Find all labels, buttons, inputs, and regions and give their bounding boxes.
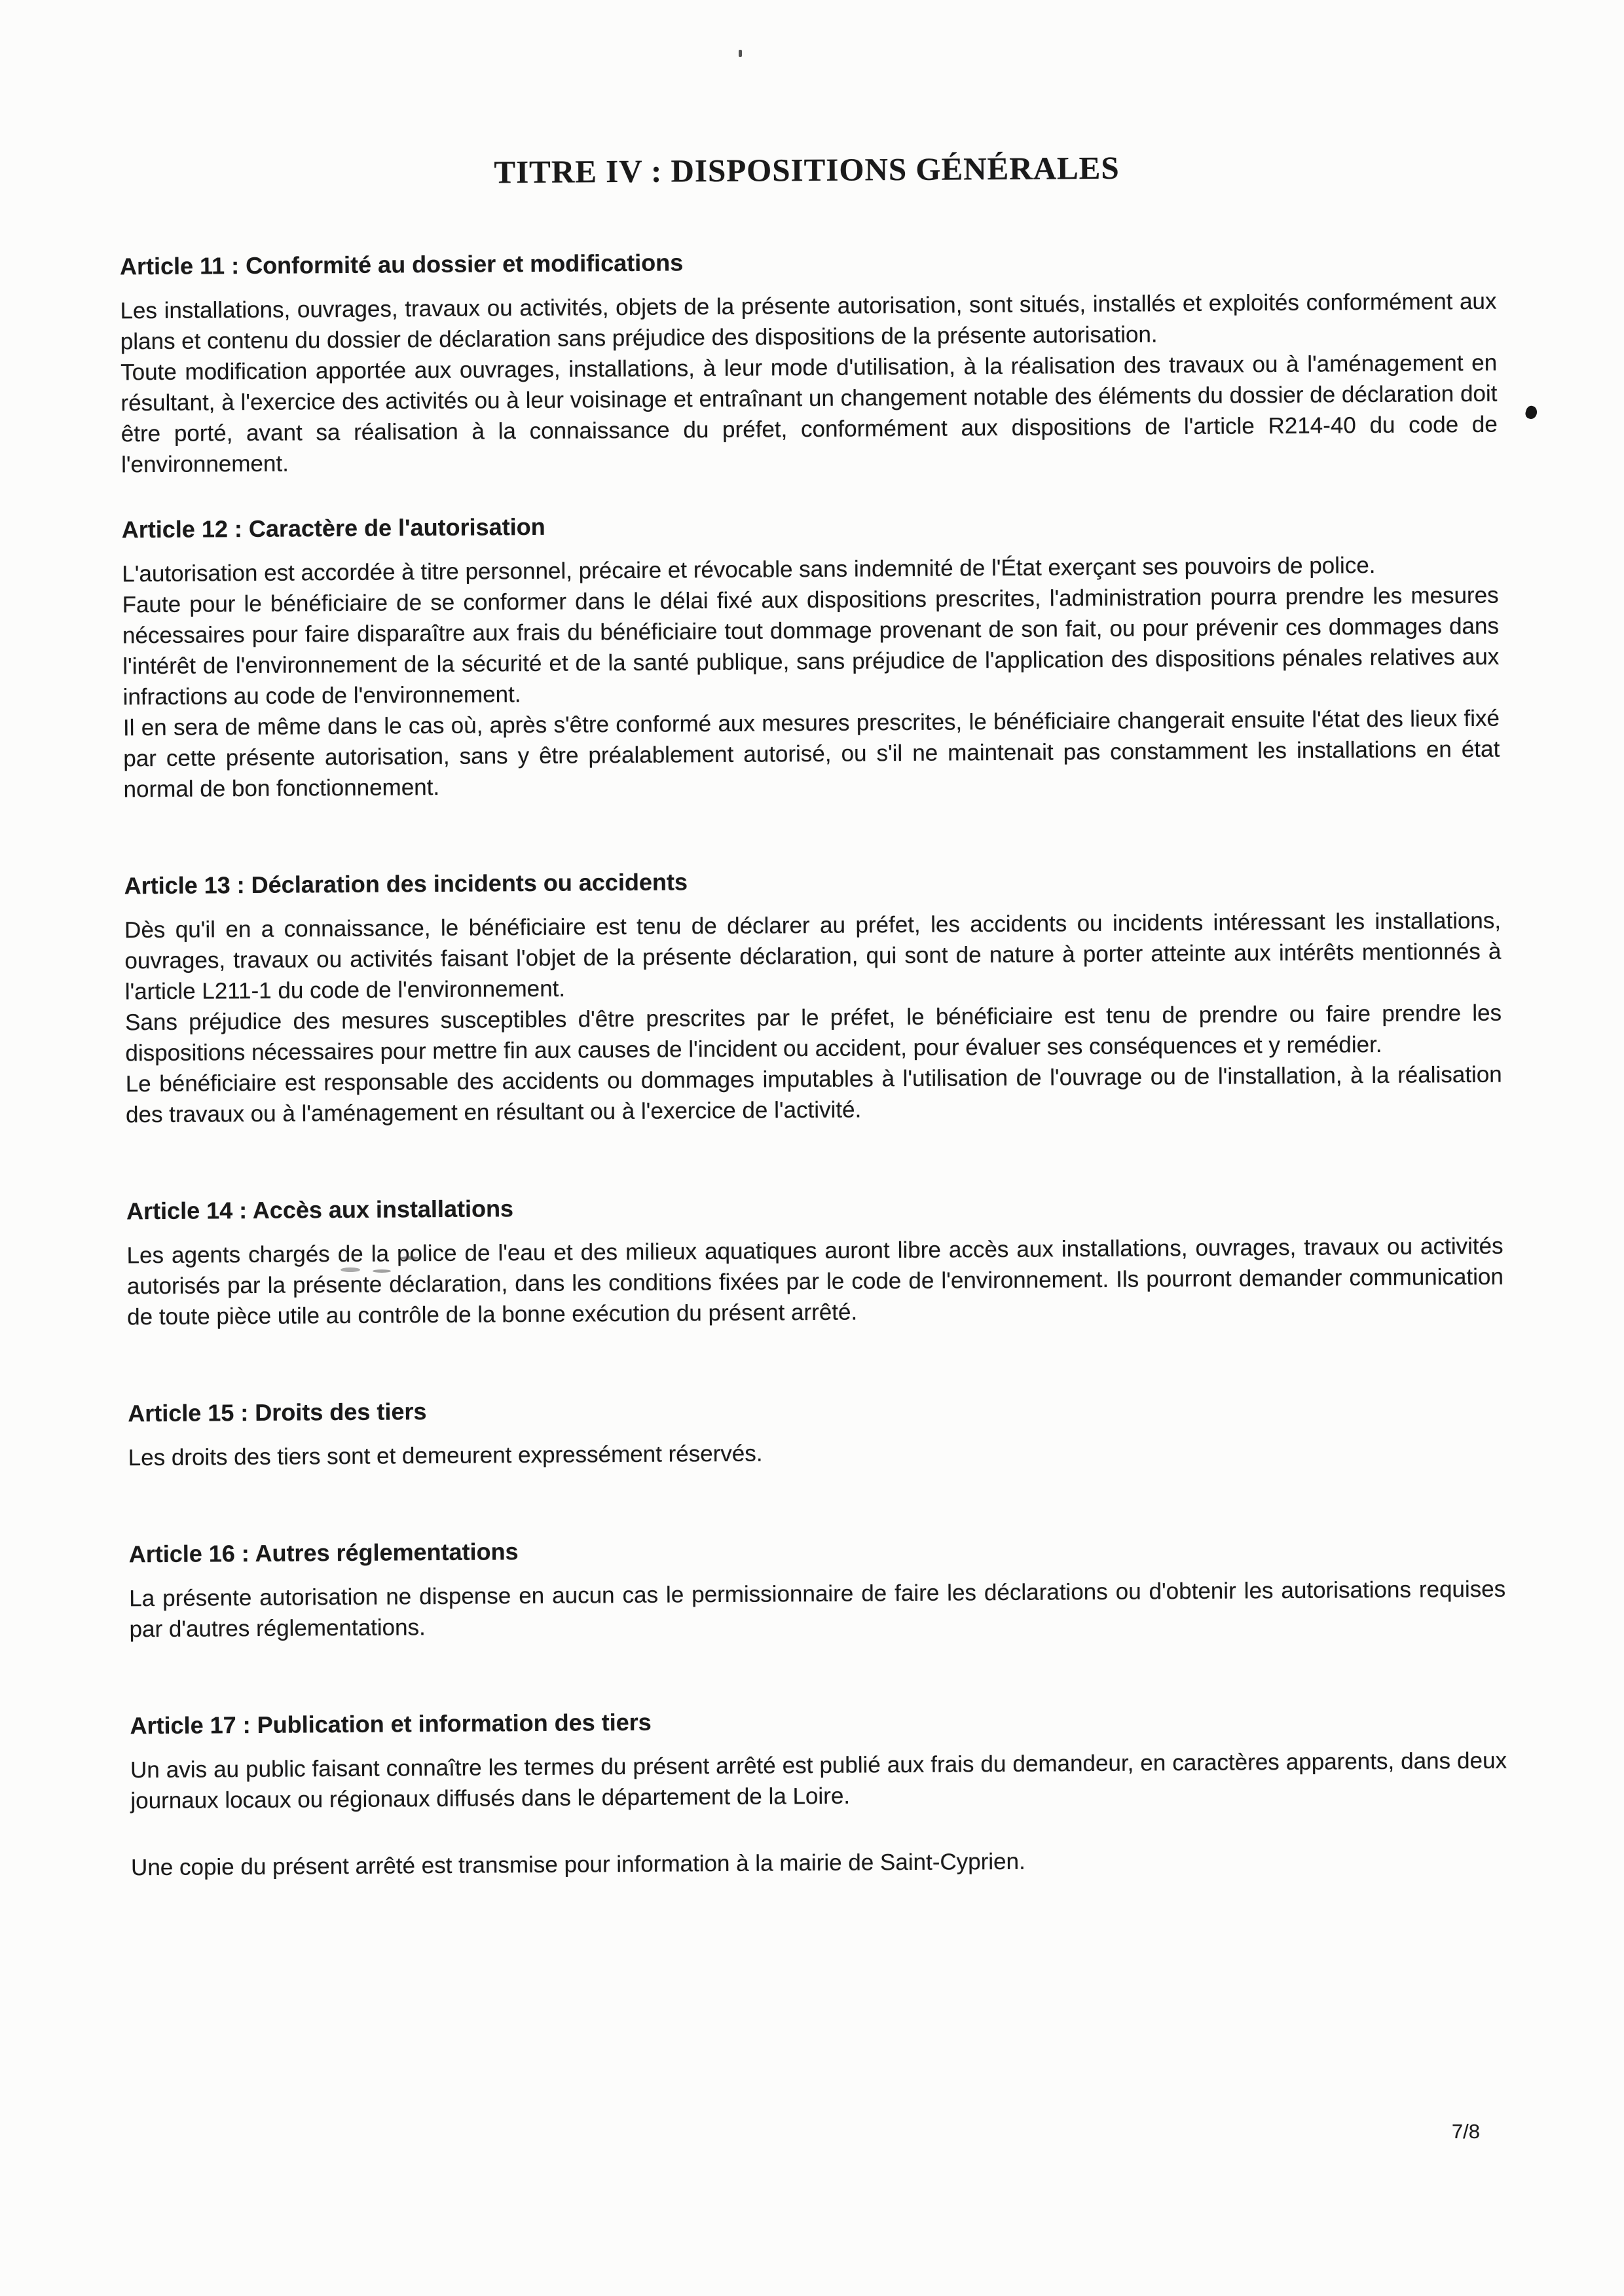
article-paragraph: La présente autorisation ne dispense en aucun cas le permissionnaire de faire les déclarations ou d'obtenir les autorisations requises par d'autres réglementations. <box>129 1576 1506 1643</box>
article-paragraph: Dès qu'il en a connaissance, le bénéficiaire est tenu de déclarer au préfet, les accidents ou incidents intéressant les installations, ouvrages, travaux ou activités faisant l'objet de la présente déclaration, qui sont de nature à porter atteinte aux intérêts mentionnés à l'article L211-1 du code de l'environnement. <box>124 907 1502 1005</box>
article-paragraph: L'autorisation est accordée à titre personnel, précaire et révocable sans indemnité de l'État exerçant ses pouvoirs de police. <box>122 552 1376 587</box>
article-paragraph: Un avis au public faisant connaître les termes du présent arrêté est publié aux frais du demandeur, en caractères apparents, dans deux journaux locaux ou régionaux diffusés dans le département de la Loire. <box>130 1747 1507 1814</box>
article-paragraph: Les installations, ouvrages, travaux ou activités, objets de la présente autorisation, sont situés, installés et exploités conformément aux plans et contenu du dossier de déclaration sans préjudice des dispositions de la présente autorisation. <box>120 288 1497 355</box>
article-heading: Article 11 : Conformité au dossier et modifications <box>119 249 684 280</box>
article-section <box>126 1189 1504 1333</box>
article-section <box>120 244 1498 481</box>
article-paragraph: Le bénéficiaire est responsable des accidents ou dommages imputables à l'utilisation de l'ouvrage ou de l'installation, à la réalisation des travaux ou à l'aménagement en résultant ou à l'exercice de l'activité. <box>125 1061 1502 1128</box>
document-title: TITRE IV : DISPOSITIONS GÉNÉRALES <box>494 149 1120 191</box>
article-paragraph: Les droits des tiers sont et demeurent expressément réservés. <box>128 1440 763 1471</box>
articles-container <box>120 244 1507 1884</box>
article-section <box>122 507 1500 805</box>
article-paragraph: Toute modification apportée aux ouvrages, installations, à leur mode d'utilisation, à la réalisation des travaux ou à l'aménagement en résultant, à l'exercice des activités ou à leur voisinage et entraînant un changement notable des éléments du dossier de déclaration doit être porté, avant sa réalisation à la connaissance du préfet, conformément aux dispositions de l'article R214-40 du code de l'environnement. <box>120 350 1498 478</box>
ink-speck <box>739 50 742 57</box>
article-heading: Article 14 : Accès aux installations <box>126 1195 514 1225</box>
article-heading: Article 17 : Publication et information des tiers <box>130 1708 652 1740</box>
article-paragraph: Sans préjudice des mesures susceptibles d'être prescrites par le préfet, le bénéficiaire est tenu de prendre ou faire prendre les dispositions nécessaires pour mettre fin aux causes de l'incident ou accident, pour évaluer ses conséquences et y remédier. <box>124 1000 1502 1066</box>
article-section <box>128 1391 1505 1474</box>
article-heading: Article 12 : Caractère de l'autorisation <box>121 513 545 543</box>
article-paragraph: Les agents chargés de la police de l'eau et des milieux aquatiques auront libre accès aux installations, ouvrages, travaux ou activités autorisés par la présente déclaration, dans les conditions fixées par le code de l'environnement. Ils pourront demander communication de toute pièce utile au contrôle de la bonne exécution du présent arrêté. <box>126 1233 1504 1330</box>
article-section <box>129 1532 1506 1645</box>
page-number: 7/8 <box>1451 2120 1480 2143</box>
ink-speck <box>341 1267 360 1272</box>
article-heading: Article 15 : Droits des tiers <box>128 1398 427 1427</box>
article-paragraph: Faute pour le bénéficiaire de se conformer dans le délai fixé aux dispositions prescrites, l'administration pourra prendre les mesures nécessaires pour faire disparaître aux frais du bénéficiaire tout dommage provenant de son fait, ou pour prévenir ces dommages dans l'intérêt de l'environnement de la sécurité et de la santé publique, sans préjudice de l'application des dispositions pénales relatives aux infractions au code de l'environnement. <box>122 582 1500 710</box>
article-section <box>130 1704 1507 1884</box>
article-heading: Article 16 : Autres réglementations <box>128 1538 519 1568</box>
article-heading: Article 13 : Déclaration des incidents ou accidents <box>124 868 688 900</box>
article-paragraph: Il en sera de même dans le cas où, après s'être conformé aux mesures prescrites, le bénéficiaire changerait ensuite l'état des lieux fixé par cette présente autorisation, sans y être préalablement autorisé, ou s'il ne maintenait pas constamment les installations en état normal de bon fonctionnement. <box>122 705 1500 803</box>
article-paragraph: Une copie du présent arrêté est transmise pour information à la mairie de Saint-Cyprien. <box>130 1848 1025 1881</box>
article-section <box>124 864 1502 1131</box>
